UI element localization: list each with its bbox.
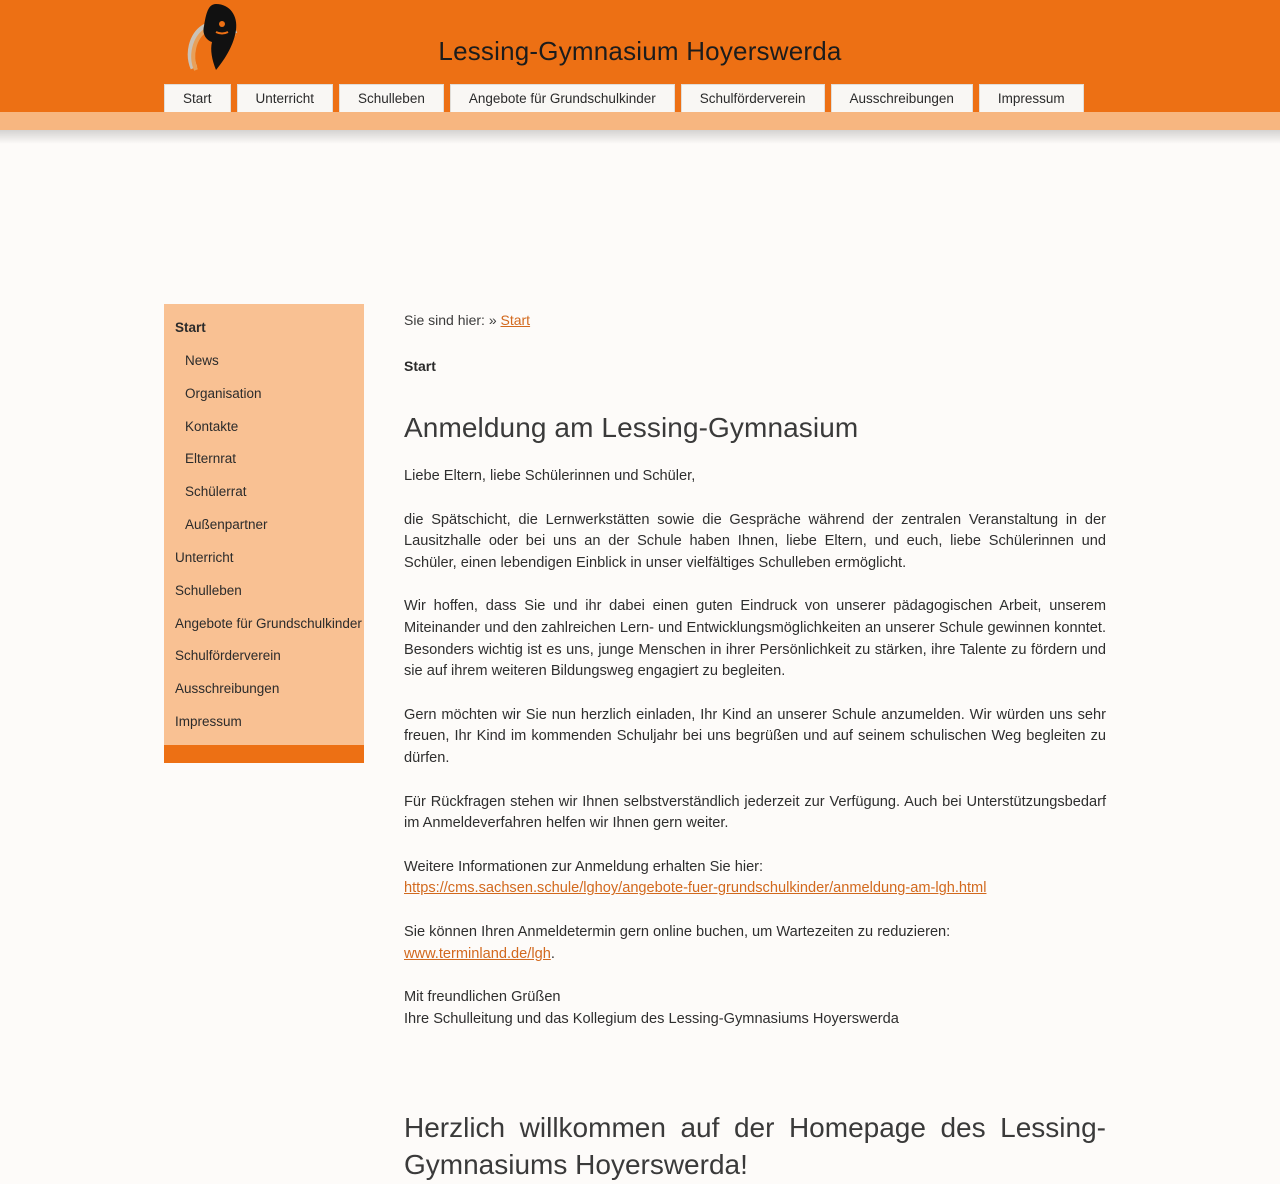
sidebar-item-impressum[interactable]: Impressum: [175, 714, 242, 730]
booking-info-block: [404, 922, 1106, 965]
article-paragraph-2: Wir hoffen, dass Sie und ihr dabei einen guten Eindruck von unserer pädagogischen Arbeit, unserem Miteinander und den zahlreichen Lern- und Entwicklungsmöglichkeiten an unserer Schule gewinnen konntet. Besonders wichtig ist es uns, junge Menschen in ihrer Persönlichkeit zu stärken, ihre Talente zu fördern und sie auf ihrem weiteren Bildungsweg engagiert zu begleiten.: [404, 598, 1106, 680]
sidebar: [164, 304, 364, 763]
main-navigation: [164, 84, 1084, 112]
nav-item-angebote-fuer-grundschulkinder[interactable]: Angebote für Grundschulkinder: [450, 84, 675, 112]
nav-item-schulfoerderverein[interactable]: Schulförderverein: [681, 84, 825, 112]
registration-info-block: [404, 857, 1106, 900]
nav-item-impressum[interactable]: Impressum: [979, 84, 1084, 112]
welcome-heading: Herzlich willkommen auf der Homepage des Lessing-Gymnasiums Hoyerswerda!: [404, 1112, 1106, 1181]
nav-item-ausschreibungen[interactable]: Ausschreibungen: [831, 84, 973, 112]
breadcrumb-link-start[interactable]: Start: [500, 312, 531, 328]
closing-block: [404, 987, 1106, 1030]
sidebar-footer-bar: [164, 745, 364, 763]
sidebar-item-schulfoerderverein[interactable]: Schulförderverein: [175, 648, 281, 664]
sidebar-item-elternrat[interactable]: Elternrat: [185, 451, 237, 467]
sidebar-item-news[interactable]: News: [185, 352, 219, 368]
article-paragraph-4: Für Rückfragen stehen wir Ihnen selbstverständlich jederzeit zur Verfügung. Auch bei Unterstützungsbedarf im Anmeldeverfahren helfen wir Ihnen gern weiter.: [404, 793, 1106, 832]
article-salutation: Liebe Eltern, liebe Schülerinnen und Schüler,: [404, 468, 696, 484]
booking-link[interactable]: www.terminland.de/lgh: [404, 945, 551, 962]
sidebar-item-organisation[interactable]: Organisation: [185, 385, 262, 401]
sidebar-item-unterricht[interactable]: Unterricht: [175, 549, 234, 565]
registration-info-link[interactable]: https://cms.sachsen.schule/lghoy/angebote-fuer-grundschulkinder/anmeldung-am-lgh.html: [404, 880, 987, 897]
sidebar-item-ausschreibungen[interactable]: Ausschreibungen: [175, 681, 280, 697]
sidebar-item-kontakte[interactable]: Kontakte: [185, 418, 239, 434]
closing-line-2: Ihre Schulleitung und das Kollegium des Lessing-Gymnasiums Hoyerswerda: [404, 1010, 899, 1027]
article-paragraph-3: Gern möchten wir Sie nun herzlich einladen, Ihr Kind an unserer Schule anzumelden. Wir würden uns sehr freuen, Ihr Kind im kommenden Schuljahr bei uns begrüßen und auf seinem schulischen Weg begleiten zu dürfen.: [404, 706, 1106, 766]
content-page-label: Start: [404, 358, 436, 374]
breadcrumb: [404, 312, 1106, 328]
header-shadow: [0, 130, 1280, 144]
nav-item-unterricht[interactable]: Unterricht: [237, 84, 334, 112]
page-title: Lessing-Gymnasium Hoyerswerda: [438, 36, 842, 66]
sidebar-item-start[interactable]: Start: [175, 320, 206, 335]
article-headline: Anmeldung am Lessing-Gymnasium: [404, 412, 859, 443]
sidebar-item-schuelerrat[interactable]: Schülerrat: [185, 484, 247, 500]
site-header: [0, 0, 1280, 112]
article-paragraph-1: die Spätschicht, die Lernwerkstätten sowie die Gespräche während der zentralen Veranstaltung in der Lausitzhalle oder bei uns an der Schule haben Ihnen, liebe Eltern, und euch, liebe Schülerinnen und Schüler, einen lebendigen Einblick in unser vielfältiges Schulleben ermöglicht.: [404, 511, 1106, 571]
registration-info-text: Weitere Informationen zur Anmeldung erhalten Sie hier:: [404, 858, 764, 875]
header-accent-bar: [0, 112, 1280, 130]
booking-link-suffix: .: [550, 945, 555, 962]
sidebar-item-angebote-fuer-grundschulkinder[interactable]: Angebote für Grundschulkinder: [175, 615, 362, 631]
sidebar-item-aussenpartner[interactable]: Außenpartner: [185, 517, 268, 533]
breadcrumb-prefix: Sie sind hier: »: [404, 312, 497, 328]
nav-item-start[interactable]: Start: [164, 84, 231, 112]
closing-line-1: Mit freundlichen Grüßen: [404, 989, 561, 1006]
sidebar-item-schulleben[interactable]: Schulleben: [175, 582, 242, 598]
booking-info-text: Sie können Ihren Anmeldetermin gern online buchen, um Wartezeiten zu reduzieren:: [404, 923, 951, 940]
main-content: [404, 304, 1106, 1184]
nav-item-schulleben[interactable]: Schulleben: [339, 84, 444, 112]
